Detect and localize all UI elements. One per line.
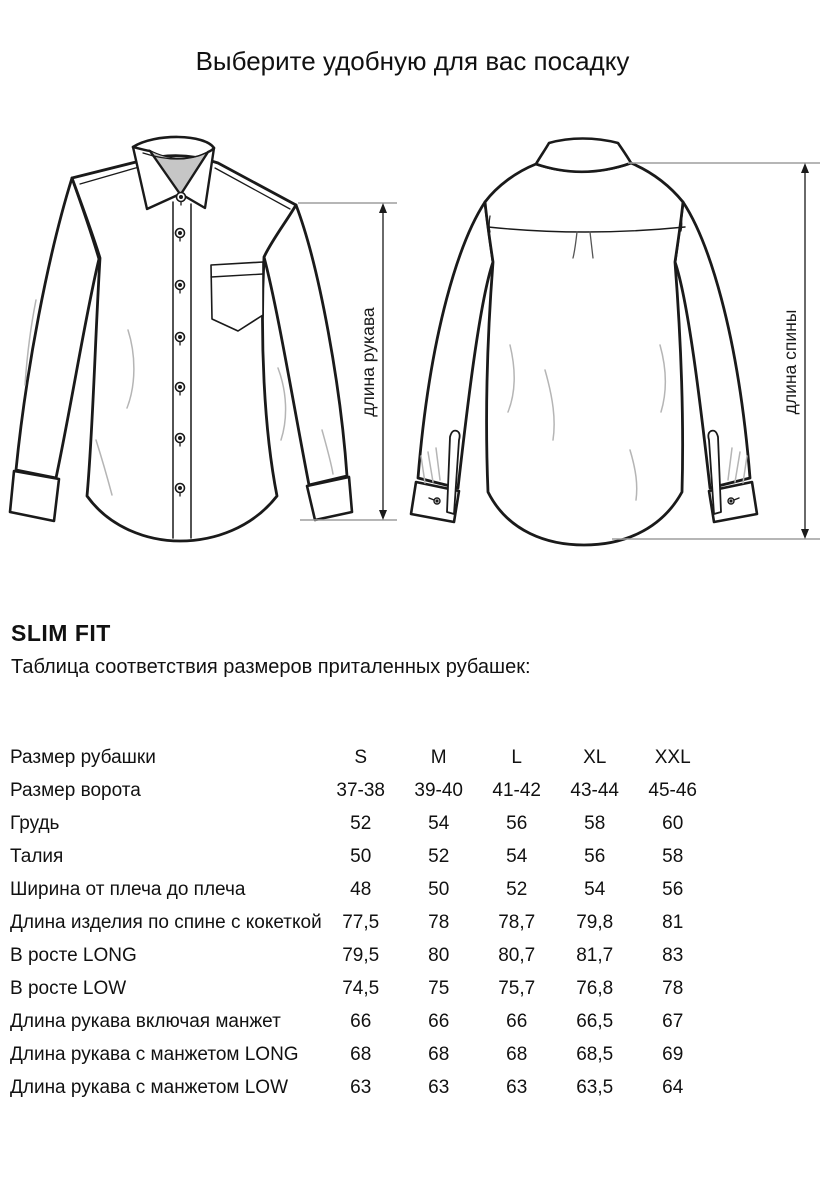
row-label: В росте LOW bbox=[10, 977, 127, 999]
fit-heading: SLIM FIT bbox=[11, 620, 111, 646]
size-cell: 52 bbox=[428, 845, 450, 867]
size-cell: 68 bbox=[428, 1043, 450, 1065]
chest-pocket bbox=[211, 262, 263, 331]
size-cell: 80,7 bbox=[498, 944, 536, 966]
size-cell: 56 bbox=[506, 812, 528, 834]
size-cell: 79,8 bbox=[576, 911, 614, 933]
row-label: Талия bbox=[10, 845, 64, 867]
size-cell: 68,5 bbox=[576, 1043, 614, 1065]
size-cell: 81 bbox=[662, 911, 684, 933]
size-row bbox=[10, 1071, 712, 1104]
size-cell: S bbox=[354, 746, 368, 768]
row-label: В росте LONG bbox=[10, 944, 137, 966]
size-cell: 63 bbox=[350, 1076, 372, 1098]
size-cell: M bbox=[430, 746, 447, 768]
size-cell: 56 bbox=[662, 878, 684, 900]
size-cell: 52 bbox=[350, 812, 372, 834]
shirt-size-diagram bbox=[0, 110, 825, 580]
size-cell: XL bbox=[583, 746, 607, 768]
size-cell: 39-40 bbox=[414, 779, 464, 801]
size-cell: 66 bbox=[428, 1010, 450, 1032]
front-left-sleeve bbox=[16, 178, 99, 478]
size-cell: 77,5 bbox=[342, 911, 380, 933]
size-cell: XXL bbox=[654, 746, 691, 768]
table-subtitle: Таблица соответствия размеров приталенных рубашек: bbox=[11, 656, 531, 678]
size-row bbox=[10, 939, 712, 972]
size-row-header bbox=[10, 741, 712, 774]
size-cell: 41-42 bbox=[492, 779, 542, 801]
size-cell: 75 bbox=[428, 977, 450, 999]
back-collar bbox=[536, 139, 631, 172]
size-row bbox=[10, 1038, 712, 1071]
row-label: Размер ворота bbox=[10, 779, 141, 801]
front-body bbox=[72, 156, 296, 541]
size-cell: 68 bbox=[506, 1043, 528, 1065]
size-row bbox=[10, 1005, 712, 1038]
size-cell: 78,7 bbox=[498, 911, 536, 933]
size-cell: 78 bbox=[662, 977, 684, 999]
row-label: Длина изделия по спине с кокеткой bbox=[10, 911, 322, 933]
row-label: Длина рукава с манжетом LONG bbox=[10, 1043, 299, 1065]
size-row bbox=[10, 906, 712, 939]
collar-band-top bbox=[133, 137, 214, 148]
size-cell: 56 bbox=[584, 845, 606, 867]
size-cell: 63 bbox=[506, 1076, 528, 1098]
size-row bbox=[10, 840, 712, 873]
front-right-cuff bbox=[307, 477, 352, 520]
size-cell: 69 bbox=[662, 1043, 684, 1065]
arrowhead-down bbox=[379, 510, 387, 520]
size-cell: 48 bbox=[350, 878, 372, 900]
shirt-back-view-drawing bbox=[411, 139, 757, 546]
size-cell: 63 bbox=[428, 1076, 450, 1098]
size-cell: 78 bbox=[428, 911, 450, 933]
arrowhead-down bbox=[801, 529, 809, 539]
size-table bbox=[10, 741, 712, 1104]
size-cell: 68 bbox=[350, 1043, 372, 1065]
size-cell: 37-38 bbox=[336, 779, 386, 801]
size-cell: 80 bbox=[428, 944, 450, 966]
row-label: Размер рубашки bbox=[10, 746, 156, 768]
front-right-sleeve bbox=[264, 205, 347, 485]
back-body bbox=[485, 163, 683, 545]
size-cell: 64 bbox=[662, 1076, 684, 1098]
size-cell: 60 bbox=[662, 812, 684, 834]
size-row bbox=[10, 774, 712, 807]
size-cell: 58 bbox=[584, 812, 606, 834]
size-row bbox=[10, 972, 712, 1005]
arrowhead-up bbox=[801, 163, 809, 173]
size-cell: 63,5 bbox=[576, 1076, 614, 1098]
size-row bbox=[10, 807, 712, 840]
size-cell: 54 bbox=[428, 812, 450, 834]
sleeve-length-label: длина рукава bbox=[358, 307, 378, 417]
size-cell: 54 bbox=[584, 878, 606, 900]
size-cell: 43-44 bbox=[570, 779, 620, 801]
size-cell: 66 bbox=[350, 1010, 372, 1032]
size-cell: 52 bbox=[506, 878, 528, 900]
size-cell: 81,7 bbox=[576, 944, 614, 966]
size-cell: 66 bbox=[506, 1010, 528, 1032]
size-cell: 66,5 bbox=[576, 1010, 614, 1032]
size-cell: 83 bbox=[662, 944, 684, 966]
shirt-front-view-drawing bbox=[10, 137, 352, 541]
size-cell: 50 bbox=[350, 845, 372, 867]
size-cell: 58 bbox=[662, 845, 684, 867]
size-cell: 50 bbox=[428, 878, 450, 900]
arrowhead-up bbox=[379, 203, 387, 213]
size-cell: 76,8 bbox=[576, 977, 614, 999]
size-cell: 74,5 bbox=[342, 977, 380, 999]
row-label: Длина рукава включая манжет bbox=[10, 1010, 281, 1032]
size-cell: 54 bbox=[506, 845, 528, 867]
size-row bbox=[10, 873, 712, 906]
row-label: Ширина от плеча до плеча bbox=[10, 878, 246, 900]
front-left-cuff bbox=[10, 471, 59, 521]
row-label: Длина рукава с манжетом LOW bbox=[10, 1076, 289, 1098]
back-length-label: длина спины bbox=[780, 309, 800, 415]
row-label: Грудь bbox=[10, 812, 60, 834]
size-cell: 67 bbox=[662, 1010, 684, 1032]
page-title: Выберите удобную для вас посадку bbox=[195, 46, 630, 76]
size-cell: L bbox=[511, 746, 522, 768]
size-cell: 45-46 bbox=[648, 779, 698, 801]
size-cell: 75,7 bbox=[498, 977, 536, 999]
size-cell: 79,5 bbox=[342, 944, 380, 966]
